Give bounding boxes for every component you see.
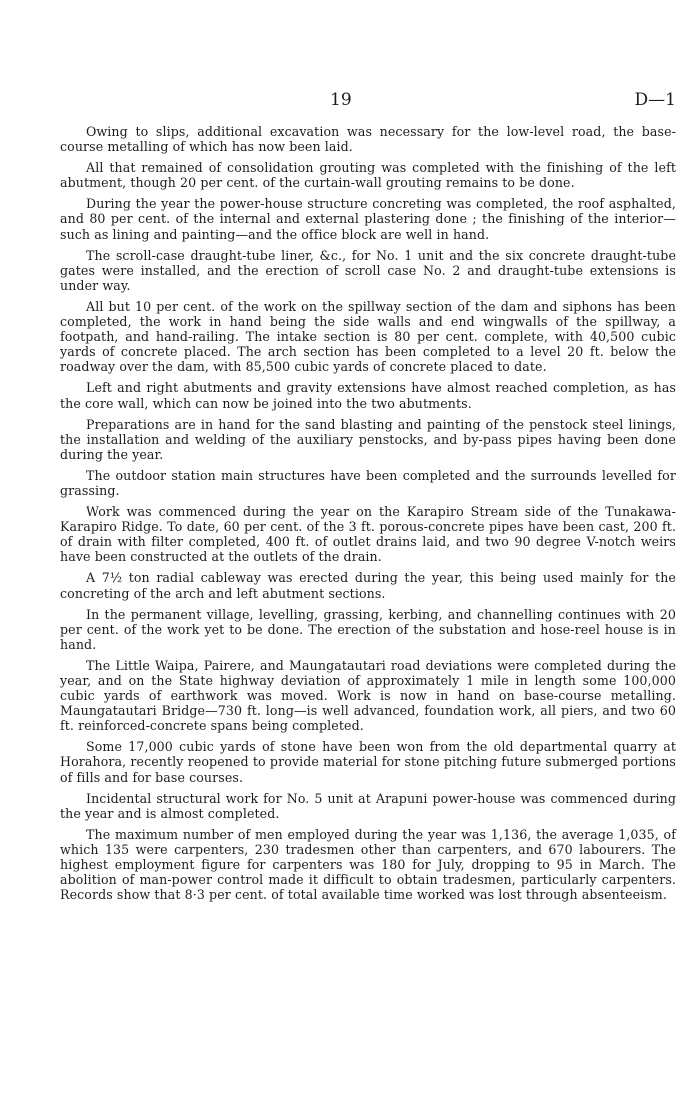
paragraph: Left and right abutments and gravity extensions have almost reached completion, as has the core wall, which can now be joined into the two abutments.: [60, 380, 676, 411]
paragraph: The maximum number of men employed during the year was 1,136, the average 1,035, of which 135 were carpenters, 230 tradesmen other than carpenters, and 670 labourers. The highest employment figure for carpenters was 180 for July, dropping to 95 in March. The abolition of man-power control made it difficult to obtain tradesmen, particularly carpenters. Records show that 8·3 per cent. of total available time worked was lost through absenteeism.: [60, 826, 676, 903]
page-header: [0, 90, 700, 112]
paragraph: The scroll-case draught-tube liner, &c., for No. 1 unit and the six concrete draught-tube gates were installed, and the erection of scroll case No. 2 and draught-tube extensions is under way.: [60, 247, 676, 293]
paragraph: Incidental structural work for No. 5 unit at Arapuni power-house was commenced during the year and is almost completed.: [60, 790, 676, 821]
paragraph: All but 10 per cent. of the work on the spillway section of the dam and siphons has been completed, the work in hand being the side walls and end wingwalls of the spillway, a footpath, and hand-railing. The intake section is 80 per cent. complete, with 40,500 cubic yards of concrete placed. The arch section has been completed to a level 20 ft. below the roadway over the dam, with 85,500 cubic yards of concrete placed to date.: [60, 298, 676, 375]
paragraph: A 7½ ton radial cableway was erected during the year, this being used mainly for the concreting of the arch and left abutment sections.: [60, 570, 676, 601]
paragraph: During the year the power-house structure concreting was completed, the roof asphalted, and 80 per cent. of the internal and external plastering done ; the finishing of the interior—such as lining and painting—and the office block are well in hand.: [60, 196, 676, 242]
paragraph: Owing to slips, additional excavation was necessary for the low-level road, the base-course metalling of which has now been laid.: [60, 124, 676, 155]
paragraph: Preparations are in hand for the sand blasting and painting of the penstock steel linings, the installation and welding of the auxiliary penstocks, and by-pass pipes having been done during the year.: [60, 416, 676, 462]
page-number: 19: [330, 90, 352, 110]
paragraph: All that remained of consolidation grouting was completed with the finishing of the left abutment, though 20 per cent. of the curtain-wall grouting remains to be done.: [60, 160, 676, 191]
document-reference: D—1: [634, 90, 676, 110]
paragraph: In the permanent village, levelling, grassing, kerbing, and channelling continues with 20 per cent. of the work yet to be done. The erection of the substation and hose-reel house is in hand.: [60, 606, 676, 652]
paragraph: Some 17,000 cubic yards of stone have been won from the old departmental quarry at Horahora, recently reopened to provide material for stone pitching future submerged portions of fills and for base courses.: [60, 739, 676, 785]
body-text: [60, 124, 676, 908]
paragraph: The outdoor station main structures have been completed and the surrounds levelled for grassing.: [60, 467, 676, 498]
paragraph: Work was commenced during the year on the Karapiro Stream side of the Tunakawa-Karapiro Ridge. To date, 60 per cent. of the 3 ft. porous-concrete pipes have been cast, 200 ft. of drain with filter completed, 400 ft. of outlet drains laid, and two 90 degree V-notch weirs have been constructed at the outlets of the drain.: [60, 504, 676, 565]
paragraph: The Little Waipa, Pairere, and Maungatautari road deviations were completed during the year, and on the State highway deviation of approximately 1 mile in length some 100,000 cubic yards of earthwork was moved. Work is now in hand on base-course metalling. Maungatautari Bridge—730 ft. long—is well advanced, foundation work, all piers, and two 60 ft. reinforced-concrete spans being completed.: [60, 657, 676, 734]
